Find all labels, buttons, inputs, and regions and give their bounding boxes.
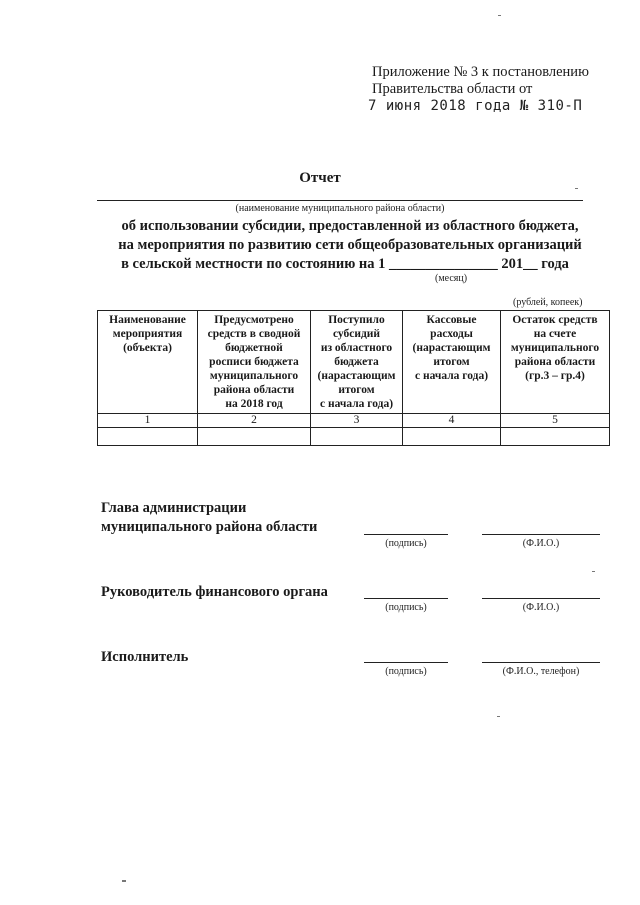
resolution-date-stamp: 7 июня 2018 года № 310-П [368, 98, 583, 114]
col-number: 5 [501, 414, 610, 428]
signature-label-finance: Руководитель финансового органа [101, 584, 328, 600]
caption-signature: (подпись) [385, 538, 427, 549]
month-hint: (месяц) [435, 273, 468, 284]
subtitle-line-2: на мероприятия по развитию сети общеобразовательных организаций [118, 237, 582, 253]
name-line-executor [482, 662, 600, 663]
col-header-1: Наименование мероприятия (объекта) [98, 311, 198, 414]
caption-name: (Ф.И.О., телефон) [502, 666, 580, 677]
col-number: 2 [198, 414, 311, 428]
col-header-2: Предусмотрено средств в сводной бюджетной росписи бюджета муниципального района области на 2018 год [198, 311, 311, 414]
table-cell [403, 428, 501, 446]
table-row [98, 428, 610, 446]
caption-name: (Ф.И.О.) [522, 538, 560, 549]
table-cell [198, 428, 311, 446]
col-header-5: Остаток средств на счете муниципального района области (гр.3 – гр.4) [501, 311, 610, 414]
district-hint: (наименование муниципального района области) [235, 203, 445, 214]
subtitle-line-3: в сельской местности по состоянию на 1 _______________ 201__ года [121, 256, 569, 272]
col-number: 3 [311, 414, 403, 428]
table-cell [501, 428, 610, 446]
district-name-line [97, 200, 583, 201]
signature-label-head: Глава администрации муниципального района области [101, 500, 318, 535]
scan-speck [498, 15, 501, 16]
caption-name: (Ф.И.О.) [522, 602, 560, 613]
name-line-finance [482, 598, 600, 599]
table-cell [98, 428, 198, 446]
signature-line-executor [364, 662, 448, 663]
scan-speck [497, 716, 500, 717]
report-table [97, 310, 610, 446]
scan-speck [575, 188, 578, 189]
name-line-head [482, 534, 600, 535]
caption-signature: (подпись) [385, 666, 427, 677]
signature-line-finance [364, 598, 448, 599]
col-number: 4 [403, 414, 501, 428]
appendix-line: Приложение № 3 к постановлению [372, 64, 589, 80]
col-number: 1 [98, 414, 198, 428]
government-line: Правительства области от [372, 81, 533, 97]
column-number-row [98, 414, 610, 428]
subtitle-line-1: об использовании субсидии, предоставленной из областного бюджета, [121, 218, 579, 234]
table-cell [311, 428, 403, 446]
table-header-row [98, 311, 610, 414]
scan-speck [592, 571, 595, 572]
col-header-3: Поступило субсидий из областного бюджета (нарастающим итогом с начала года) [311, 311, 403, 414]
report-title: Отчет [299, 170, 341, 186]
units-note: (рублей, копеек) [513, 297, 583, 308]
scan-speck [122, 880, 126, 882]
caption-signature: (подпись) [385, 602, 427, 613]
signature-line-head [364, 534, 448, 535]
col-header-4: Кассовые расходы (нарастающим итогом с начала года) [403, 311, 501, 414]
signature-label-executor: Исполнитель [101, 649, 189, 665]
